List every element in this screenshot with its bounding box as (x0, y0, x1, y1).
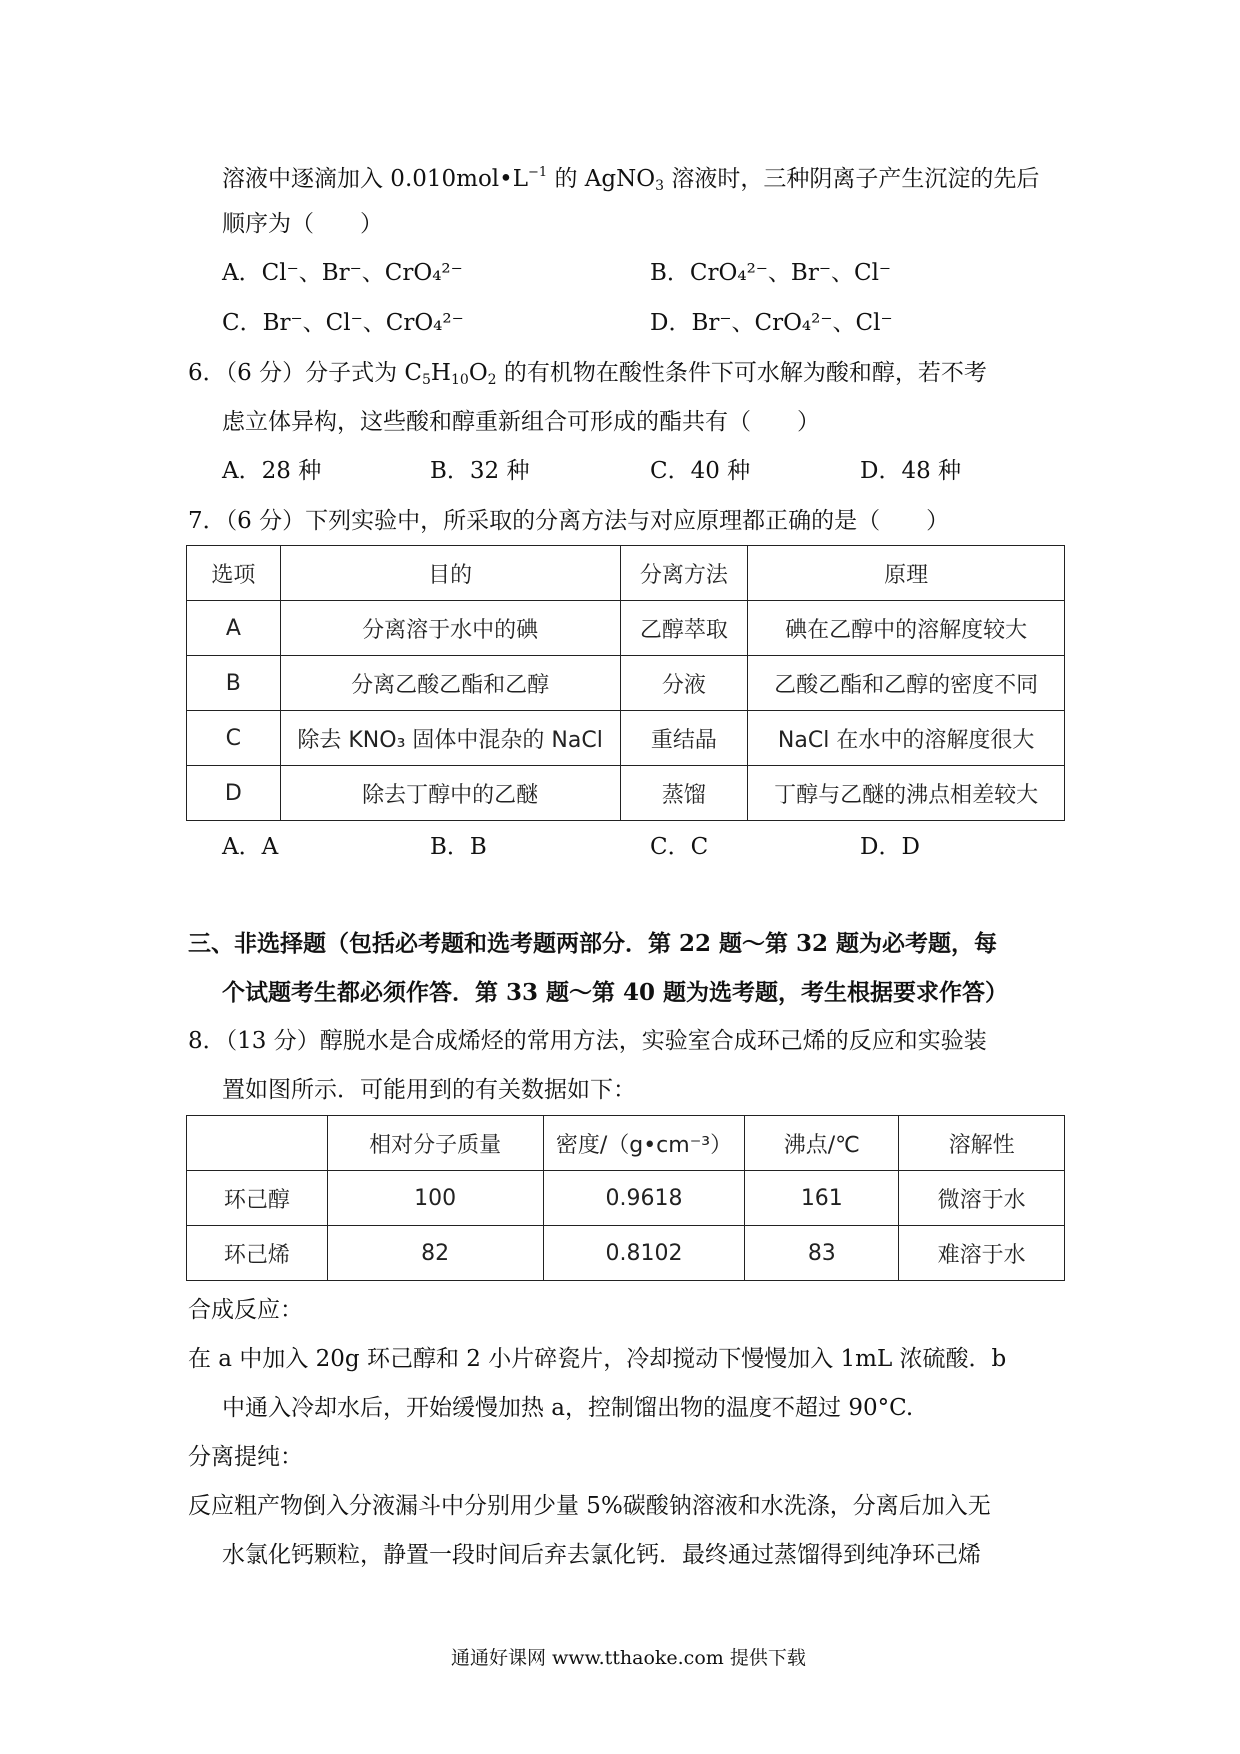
q8-synthesis-title: 合成反应： (188, 1297, 303, 1323)
q5-option-a: A．Cl⁻、Br⁻、CrO₄²⁻ (222, 260, 463, 286)
table-row (187, 656, 1065, 711)
q7-cell: A (187, 601, 281, 656)
q7-cell: 乙醇萃取 (620, 601, 748, 656)
q7-cell: NaCl 在水中的溶解度很大 (748, 711, 1065, 766)
q5-stem-text-b: 的 AgNO (547, 166, 656, 192)
q6-sub-2: 10 (450, 372, 469, 388)
q5-option-d: D．Br⁻、CrO₄²⁻、Cl⁻ (650, 310, 893, 336)
table-row (187, 766, 1065, 821)
q8-synthesis-line1: 在 a 中加入 20g 环己醇和 2 小片碎瓷片，冷却搅动下慢慢加入 1mL 浓硫酸．b (188, 1346, 1007, 1372)
table-row (187, 601, 1065, 656)
q7-cell: 蒸馏 (620, 766, 748, 821)
q6-option-d: D．48 种 (860, 458, 962, 484)
q7-cell: 丁醇与乙醚的沸点相差较大 (748, 766, 1065, 821)
q7-header-method: 分离方法 (620, 546, 748, 601)
q8-stem-line2: 置如图所示．可能用到的有关数据如下： (222, 1077, 636, 1103)
q5-stem-sub: 3 (655, 178, 665, 194)
q8-cell: 0.8102 (543, 1226, 745, 1281)
table-row (187, 1226, 1065, 1281)
q8-header-solubility: 溶解性 (899, 1116, 1065, 1171)
q8-stem-line1: 8．（13 分）醇脱水是合成烯烃的常用方法，实验室合成环己烯的反应和实验装 (188, 1028, 987, 1054)
q6-stem-text-b: 的有机物在酸性条件下可水解为酸和醇，若不考 (496, 360, 987, 386)
table-row (187, 1171, 1065, 1226)
q7-header-option: 选项 (187, 546, 281, 601)
q8-cell: 161 (745, 1171, 899, 1226)
q7-option-a: A．A (222, 834, 279, 860)
q6-option-b: B．32 种 (430, 458, 530, 484)
q7-cell: 乙酸乙酯和乙醇的密度不同 (748, 656, 1065, 711)
q7-stem: 7．（6 分）下列实验中，所采取的分离方法与对应原理都正确的是（ ） (188, 508, 950, 534)
q6-option-c: C．40 种 (650, 458, 751, 484)
q8-cell: 难溶于水 (899, 1226, 1065, 1281)
q5-stem-line1 (222, 166, 1039, 193)
q7-cell: 分离溶于水中的碘 (280, 601, 620, 656)
q8-data-table (186, 1115, 1065, 1281)
q6-stem-line2: 虑立体异构，这些酸和醇重新组合可形成的酯共有（ ） (222, 409, 820, 435)
page-footer: 通通好课网 www.tthaoke.com 提供下载 (451, 1647, 806, 1669)
q6-stem-text-a: 6．（6 分）分子式为 C (188, 360, 422, 386)
q6-sub-1: 5 (422, 372, 431, 388)
q8-header-molar-mass: 相对分子质量 (327, 1116, 543, 1171)
q8-purification-title: 分离提纯： (188, 1444, 303, 1470)
q8-purification-line2: 水氯化钙颗粒，静置一段时间后弃去氯化钙．最终通过蒸馏得到纯净环己烯 (222, 1542, 981, 1568)
q5-option-c: C．Br⁻、Cl⁻、CrO₄²⁻ (222, 310, 464, 336)
q6-option-a: A．28 种 (222, 458, 322, 484)
q7-cell: 除去 KNO₃ 固体中混杂的 NaCl (280, 711, 620, 766)
q8-header-blank (187, 1116, 328, 1171)
q7-table (186, 545, 1065, 821)
q8-purification-line1: 反应粗产物倒入分液漏斗中分别用少量 5%碳酸钠溶液和水洗涤，分离后加入无 (188, 1493, 991, 1519)
q5-stem-text-a: 溶液中逐滴加入 0.010mol•L (222, 166, 529, 192)
q7-header-purpose: 目的 (280, 546, 620, 601)
q7-cell: B (187, 656, 281, 711)
section3-heading-line2: 个试题考生都必须作答．第 33 题～第 40 题为选考题，考生根据要求作答） (222, 979, 1009, 1006)
q8-cell: 82 (327, 1226, 543, 1281)
q8-table-header-row (187, 1116, 1065, 1171)
q7-cell: 分离乙酸乙酯和乙醇 (280, 656, 620, 711)
q5-stem-text-c: 溶液时，三种阴离子产生沉淀的先后 (664, 166, 1040, 192)
q8-cell: 100 (327, 1171, 543, 1226)
q8-synthesis-line2: 中通入冷却水后，开始缓慢加热 a，控制馏出物的温度不超过 90°C. (222, 1395, 914, 1421)
q8-cell: 环己烯 (187, 1226, 328, 1281)
q7-cell: 碘在乙醇中的溶解度较大 (748, 601, 1065, 656)
q7-cell: 除去丁醇中的乙醚 (280, 766, 620, 821)
q5-stem-sup: −1 (528, 165, 548, 180)
q7-cell: D (187, 766, 281, 821)
q5-stem-line2: 顺序为（ ） (222, 211, 383, 237)
q7-option-c: C．C (650, 834, 709, 860)
q6-o: O (468, 360, 488, 386)
q7-option-d: D．D (860, 834, 920, 860)
q8-cell: 83 (745, 1226, 899, 1281)
q7-header-principle: 原理 (748, 546, 1065, 601)
q5-option-b: B．CrO₄²⁻、Br⁻、Cl⁻ (650, 260, 892, 286)
q8-header-density: 密度/（g•cm⁻³） (543, 1116, 745, 1171)
q8-header-boiling-point: 沸点/℃ (745, 1116, 899, 1171)
section3-heading-line1: 三、非选择题（包括必考题和选考题两部分．第 22 题～第 32 题为必考题，每 (188, 930, 998, 957)
q8-cell: 微溶于水 (899, 1171, 1065, 1226)
q7-cell: 分液 (620, 656, 748, 711)
q6-stem-line1 (188, 362, 987, 387)
q8-cell: 0.9618 (543, 1171, 745, 1226)
q8-cell: 环己醇 (187, 1171, 328, 1226)
q7-option-b: B．B (430, 834, 487, 860)
q7-table-header-row (187, 546, 1065, 601)
q6-h: H (430, 360, 451, 386)
q6-sub-3: 2 (487, 372, 497, 388)
q7-cell: 重结晶 (620, 711, 748, 766)
q7-cell: C (187, 711, 281, 766)
table-row (187, 711, 1065, 766)
